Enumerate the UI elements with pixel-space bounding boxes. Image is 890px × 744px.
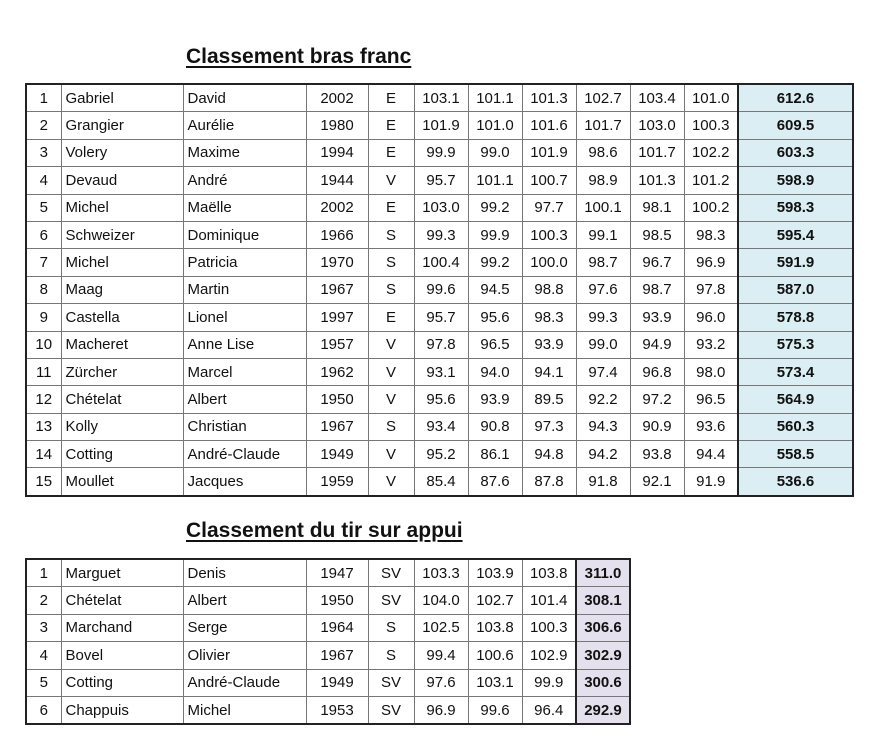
score-cell: 101.7 (630, 139, 684, 166)
score-cell: 96.9 (684, 249, 738, 276)
table-row (26, 386, 853, 413)
score-cell: 92.1 (630, 468, 684, 496)
score-cell: 101.0 (468, 112, 522, 139)
total-cell: 311.0 (576, 559, 630, 587)
score-cell: 86.1 (468, 441, 522, 468)
score-cell: 103.0 (630, 112, 684, 139)
year-cell: 2002 (306, 194, 368, 221)
category-cell: S (368, 642, 414, 669)
first-name-cell: Dominique (183, 221, 306, 248)
total-cell: 308.1 (576, 587, 630, 614)
year-cell: 1967 (306, 642, 368, 669)
score-cell: 101.3 (522, 84, 576, 112)
name-cell: Castella (61, 304, 183, 331)
score-cell: 103.1 (468, 669, 522, 696)
score-cell: 102.5 (414, 614, 468, 641)
name-cell: Volery (61, 139, 183, 166)
first-name-cell: Denis (183, 559, 306, 587)
score-cell: 99.9 (414, 139, 468, 166)
year-cell: 1949 (306, 669, 368, 696)
first-name-cell: André (183, 167, 306, 194)
total-cell: 575.3 (738, 331, 853, 358)
score-cell: 103.3 (414, 559, 468, 587)
name-cell: Macheret (61, 331, 183, 358)
score-cell: 101.7 (576, 112, 630, 139)
score-cell: 101.1 (468, 84, 522, 112)
score-cell: 101.0 (684, 84, 738, 112)
score-cell: 96.5 (684, 386, 738, 413)
total-cell: 609.5 (738, 112, 853, 139)
score-cell: 100.6 (468, 642, 522, 669)
first-name-cell: Aurélie (183, 112, 306, 139)
score-cell: 97.6 (414, 669, 468, 696)
score-cell: 93.9 (630, 304, 684, 331)
score-cell: 91.8 (576, 468, 630, 496)
score-cell: 94.1 (522, 358, 576, 385)
total-cell: 558.5 (738, 441, 853, 468)
ranking-table-tir-sur-appui (25, 558, 631, 725)
category-cell: SV (368, 696, 414, 724)
score-cell: 92.2 (576, 386, 630, 413)
first-name-cell: Martin (183, 276, 306, 303)
name-cell: Michel (61, 194, 183, 221)
score-cell: 99.2 (468, 194, 522, 221)
score-cell: 99.0 (576, 331, 630, 358)
year-cell: 1944 (306, 167, 368, 194)
category-cell: E (368, 112, 414, 139)
score-cell: 95.6 (414, 386, 468, 413)
score-cell: 90.8 (468, 413, 522, 440)
score-cell: 101.3 (630, 167, 684, 194)
score-cell: 99.6 (414, 276, 468, 303)
year-cell: 1970 (306, 249, 368, 276)
score-cell: 96.0 (684, 304, 738, 331)
rank-cell: 2 (26, 587, 61, 614)
score-cell: 103.8 (522, 559, 576, 587)
category-cell: E (368, 194, 414, 221)
score-cell: 95.2 (414, 441, 468, 468)
rank-cell: 10 (26, 331, 61, 358)
category-cell: S (368, 614, 414, 641)
score-cell: 100.0 (522, 249, 576, 276)
score-cell: 100.1 (576, 194, 630, 221)
score-cell: 95.7 (414, 167, 468, 194)
name-cell: Moullet (61, 468, 183, 496)
category-cell: E (368, 304, 414, 331)
year-cell: 1950 (306, 386, 368, 413)
first-name-cell: Maëlle (183, 194, 306, 221)
score-cell: 96.9 (414, 696, 468, 724)
score-cell: 96.8 (630, 358, 684, 385)
score-cell: 101.9 (522, 139, 576, 166)
rank-cell: 5 (26, 194, 61, 221)
table-row (26, 358, 853, 385)
score-cell: 102.9 (522, 642, 576, 669)
name-cell: Zürcher (61, 358, 183, 385)
name-cell: Devaud (61, 167, 183, 194)
table-row (26, 696, 630, 724)
name-cell: Kolly (61, 413, 183, 440)
first-name-cell: Maxime (183, 139, 306, 166)
score-cell: 93.8 (630, 441, 684, 468)
table-row (26, 559, 630, 587)
score-cell: 89.5 (522, 386, 576, 413)
rank-cell: 6 (26, 221, 61, 248)
first-name-cell: Anne Lise (183, 331, 306, 358)
score-cell: 99.3 (414, 221, 468, 248)
total-cell: 578.8 (738, 304, 853, 331)
total-cell: 591.9 (738, 249, 853, 276)
score-cell: 93.4 (414, 413, 468, 440)
year-cell: 1957 (306, 331, 368, 358)
name-cell: Marchand (61, 614, 183, 641)
year-cell: 1997 (306, 304, 368, 331)
category-cell: V (368, 167, 414, 194)
score-cell: 98.6 (576, 139, 630, 166)
rank-cell: 4 (26, 167, 61, 194)
score-cell: 90.9 (630, 413, 684, 440)
table-row (26, 468, 853, 496)
table-row (26, 84, 853, 112)
ranking-table-bras-franc (25, 83, 854, 497)
year-cell: 1953 (306, 696, 368, 724)
score-cell: 99.6 (468, 696, 522, 724)
score-cell: 98.1 (630, 194, 684, 221)
score-cell: 98.3 (522, 304, 576, 331)
name-cell: Maag (61, 276, 183, 303)
category-cell: SV (368, 587, 414, 614)
table-row (26, 194, 853, 221)
year-cell: 1950 (306, 587, 368, 614)
score-cell: 100.3 (522, 221, 576, 248)
rank-cell: 1 (26, 84, 61, 112)
score-cell: 101.1 (468, 167, 522, 194)
name-cell: Cotting (61, 441, 183, 468)
total-cell: 603.3 (738, 139, 853, 166)
section-title-bras-franc: Classement bras franc (186, 45, 412, 68)
rank-cell: 4 (26, 642, 61, 669)
total-cell: 300.6 (576, 669, 630, 696)
year-cell: 2002 (306, 84, 368, 112)
score-cell: 96.4 (522, 696, 576, 724)
score-cell: 99.9 (468, 221, 522, 248)
table-row (26, 139, 853, 166)
score-cell: 91.9 (684, 468, 738, 496)
score-cell: 101.9 (414, 112, 468, 139)
rank-cell: 7 (26, 249, 61, 276)
score-cell: 99.1 (576, 221, 630, 248)
score-cell: 99.9 (522, 669, 576, 696)
total-cell: 292.9 (576, 696, 630, 724)
score-cell: 101.2 (684, 167, 738, 194)
category-cell: S (368, 276, 414, 303)
score-cell: 99.0 (468, 139, 522, 166)
score-cell: 95.6 (468, 304, 522, 331)
name-cell: Chappuis (61, 696, 183, 724)
year-cell: 1967 (306, 276, 368, 303)
score-cell: 103.1 (414, 84, 468, 112)
table-row (26, 167, 853, 194)
total-cell: 306.6 (576, 614, 630, 641)
score-cell: 96.7 (630, 249, 684, 276)
name-cell: Gabriel (61, 84, 183, 112)
score-cell: 98.5 (630, 221, 684, 248)
year-cell: 1964 (306, 614, 368, 641)
score-cell: 94.9 (630, 331, 684, 358)
score-cell: 104.0 (414, 587, 468, 614)
table-row (26, 642, 630, 669)
score-cell: 94.3 (576, 413, 630, 440)
score-cell: 93.9 (522, 331, 576, 358)
score-cell: 93.2 (684, 331, 738, 358)
table-row (26, 221, 853, 248)
total-cell: 573.4 (738, 358, 853, 385)
category-cell: SV (368, 669, 414, 696)
total-cell: 595.4 (738, 221, 853, 248)
category-cell: E (368, 139, 414, 166)
rank-cell: 11 (26, 358, 61, 385)
category-cell: E (368, 84, 414, 112)
score-cell: 98.9 (576, 167, 630, 194)
name-cell: Michel (61, 249, 183, 276)
first-name-cell: Serge (183, 614, 306, 641)
score-cell: 97.8 (414, 331, 468, 358)
rank-cell: 8 (26, 276, 61, 303)
table-row (26, 331, 853, 358)
first-name-cell: Patricia (183, 249, 306, 276)
score-cell: 93.9 (468, 386, 522, 413)
score-cell: 102.2 (684, 139, 738, 166)
score-cell: 94.4 (684, 441, 738, 468)
score-cell: 100.3 (684, 112, 738, 139)
score-cell: 100.4 (414, 249, 468, 276)
category-cell: SV (368, 559, 414, 587)
rank-cell: 3 (26, 139, 61, 166)
first-name-cell: Michel (183, 696, 306, 724)
table-row (26, 614, 630, 641)
name-cell: Bovel (61, 642, 183, 669)
score-cell: 97.3 (522, 413, 576, 440)
score-cell: 94.0 (468, 358, 522, 385)
first-name-cell: Christian (183, 413, 306, 440)
score-cell: 95.7 (414, 304, 468, 331)
score-cell: 87.6 (468, 468, 522, 496)
first-name-cell: Albert (183, 386, 306, 413)
total-cell: 598.9 (738, 167, 853, 194)
score-cell: 100.2 (684, 194, 738, 221)
category-cell: V (368, 386, 414, 413)
category-cell: V (368, 441, 414, 468)
table-row (26, 441, 853, 468)
total-cell: 612.6 (738, 84, 853, 112)
score-cell: 101.6 (522, 112, 576, 139)
score-cell: 94.8 (522, 441, 576, 468)
rank-cell: 6 (26, 696, 61, 724)
score-cell: 101.4 (522, 587, 576, 614)
section-title-tir-sur-appui: Classement du tir sur appui (186, 519, 463, 542)
score-cell: 97.6 (576, 276, 630, 303)
score-cell: 99.2 (468, 249, 522, 276)
score-cell: 99.4 (414, 642, 468, 669)
table-row (26, 413, 853, 440)
year-cell: 1994 (306, 139, 368, 166)
score-cell: 93.6 (684, 413, 738, 440)
score-cell: 97.4 (576, 358, 630, 385)
rank-cell: 3 (26, 614, 61, 641)
first-name-cell: André-Claude (183, 669, 306, 696)
table-row (26, 249, 853, 276)
year-cell: 1947 (306, 559, 368, 587)
name-cell: Schweizer (61, 221, 183, 248)
first-name-cell: Albert (183, 587, 306, 614)
score-cell: 100.7 (522, 167, 576, 194)
score-cell: 98.8 (522, 276, 576, 303)
score-cell: 98.3 (684, 221, 738, 248)
total-cell: 302.9 (576, 642, 630, 669)
rank-cell: 1 (26, 559, 61, 587)
year-cell: 1967 (306, 413, 368, 440)
rank-cell: 15 (26, 468, 61, 496)
name-cell: Cotting (61, 669, 183, 696)
rank-cell: 9 (26, 304, 61, 331)
score-cell: 93.1 (414, 358, 468, 385)
table-row (26, 587, 630, 614)
table-row (26, 276, 853, 303)
total-cell: 536.6 (738, 468, 853, 496)
category-cell: S (368, 413, 414, 440)
first-name-cell: André-Claude (183, 441, 306, 468)
year-cell: 1959 (306, 468, 368, 496)
year-cell: 1962 (306, 358, 368, 385)
table-row (26, 304, 853, 331)
rank-cell: 14 (26, 441, 61, 468)
score-cell: 97.7 (522, 194, 576, 221)
category-cell: S (368, 221, 414, 248)
rank-cell: 13 (26, 413, 61, 440)
name-cell: Chételat (61, 587, 183, 614)
total-cell: 598.3 (738, 194, 853, 221)
name-cell: Chételat (61, 386, 183, 413)
score-cell: 85.4 (414, 468, 468, 496)
total-cell: 587.0 (738, 276, 853, 303)
score-cell: 87.8 (522, 468, 576, 496)
table-row (26, 112, 853, 139)
year-cell: 1949 (306, 441, 368, 468)
year-cell: 1966 (306, 221, 368, 248)
first-name-cell: Marcel (183, 358, 306, 385)
name-cell: Grangier (61, 112, 183, 139)
score-cell: 102.7 (576, 84, 630, 112)
score-cell: 94.2 (576, 441, 630, 468)
category-cell: V (368, 468, 414, 496)
category-cell: V (368, 331, 414, 358)
score-cell: 97.8 (684, 276, 738, 303)
rank-cell: 12 (26, 386, 61, 413)
total-cell: 560.3 (738, 413, 853, 440)
first-name-cell: David (183, 84, 306, 112)
first-name-cell: Lionel (183, 304, 306, 331)
category-cell: S (368, 249, 414, 276)
score-cell: 98.0 (684, 358, 738, 385)
score-cell: 100.3 (522, 614, 576, 641)
first-name-cell: Olivier (183, 642, 306, 669)
name-cell: Marguet (61, 559, 183, 587)
rank-cell: 2 (26, 112, 61, 139)
score-cell: 96.5 (468, 331, 522, 358)
table-row (26, 669, 630, 696)
score-cell: 99.3 (576, 304, 630, 331)
score-cell: 94.5 (468, 276, 522, 303)
score-cell: 98.7 (576, 249, 630, 276)
total-cell: 564.9 (738, 386, 853, 413)
category-cell: V (368, 358, 414, 385)
score-cell: 103.0 (414, 194, 468, 221)
year-cell: 1980 (306, 112, 368, 139)
score-cell: 103.8 (468, 614, 522, 641)
first-name-cell: Jacques (183, 468, 306, 496)
score-cell: 103.9 (468, 559, 522, 587)
rank-cell: 5 (26, 669, 61, 696)
score-cell: 97.2 (630, 386, 684, 413)
score-cell: 102.7 (468, 587, 522, 614)
score-cell: 103.4 (630, 84, 684, 112)
score-cell: 98.7 (630, 276, 684, 303)
